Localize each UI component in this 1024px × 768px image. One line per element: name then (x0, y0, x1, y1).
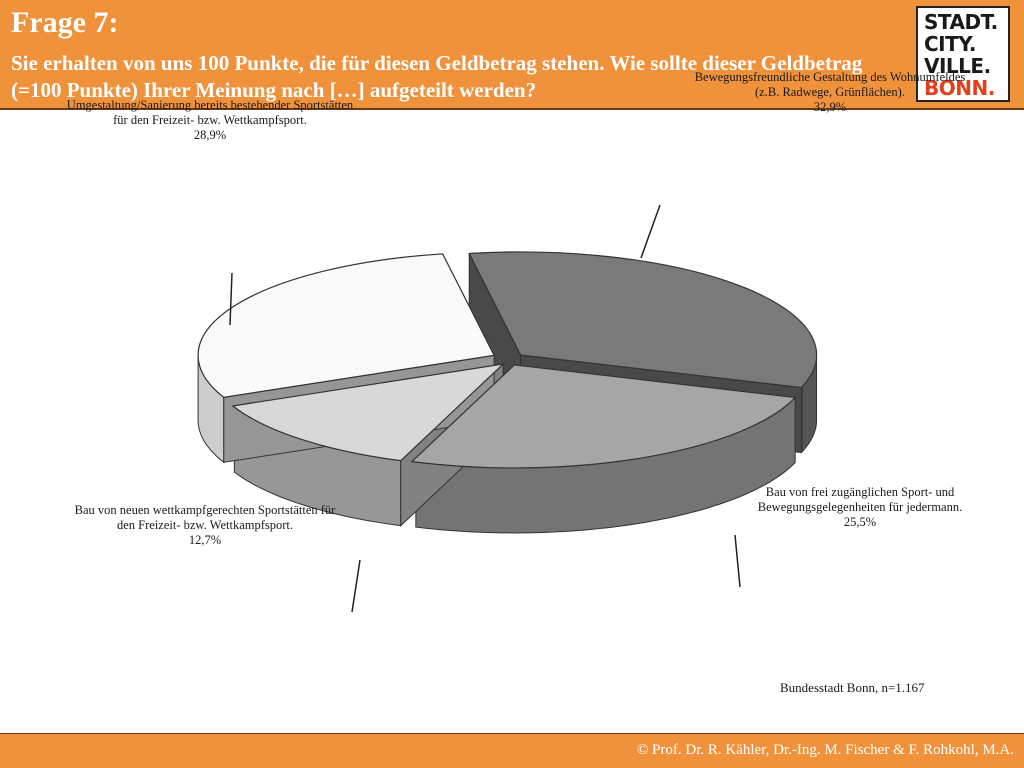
slice-value-label: 12,7% (188, 533, 222, 547)
footer-bar (0, 733, 1024, 768)
logo-line-stadt: STADT. (924, 10, 998, 34)
slice-label-line2: (z.B. Radwege, Grünflächen). (755, 85, 905, 99)
logo-line-bonn: BONN. (924, 76, 995, 100)
slice-value-label: 28,9% (193, 128, 227, 142)
slice-value-label: 25,5% (843, 515, 877, 529)
slice-label-line2: den Freizeit- bzw. Wettkampfsport. (116, 518, 294, 532)
logo-line-city: CITY. (924, 32, 977, 56)
leader-line-wohnumfeld (641, 205, 660, 258)
slice-label-jedermann (700, 485, 1020, 530)
sample-note: Bundesstadt Bonn, n=1.167 (780, 680, 925, 695)
slice-label-wohnumfeld (640, 70, 1020, 115)
slice-value-label: 32,9% (813, 100, 847, 114)
question-text: Sie erhalten von uns 100 Punkte, die für diesen Geldbetrag stehen. Wie sollte dieser Geldbetrag (=100 Punkte) Ihrer Meinung nach […] aufgeteilt werden? (11, 51, 863, 102)
leader-line-jedermann (735, 535, 740, 587)
slice-label-line1: Bewegungsfreundliche Gestaltung des Wohnumfeldes (694, 70, 966, 84)
slice-label-wettkampf-neu (20, 503, 390, 548)
leader-line-wettkampf-neu (352, 560, 360, 612)
pie-chart (0, 110, 1024, 730)
slice-label-sanierung (20, 98, 400, 143)
page-title: Frage 7: (11, 6, 119, 39)
logo-line-ville: VILLE. (924, 54, 991, 78)
slice-label-line2: Bewegungsgelegenheiten für jedermann. (757, 500, 963, 514)
slice-label-line1: Bau von frei zugänglichen Sport- und (765, 485, 955, 499)
slice-label-line1: Umgestaltung/Sanierung bereits bestehender Sportstätten (66, 98, 354, 112)
slice-label-line2: für den Freizeit- bzw. Wettkampfsport. (113, 113, 307, 127)
copyright-text: © Prof. Dr. R. Kähler, Dr.-Ing. M. Fischer & F. Rohkohl, M.A. (636, 742, 1014, 758)
slice-label-line1: Bau von neuen wettkampfgerechten Sportstätten für (74, 503, 336, 517)
